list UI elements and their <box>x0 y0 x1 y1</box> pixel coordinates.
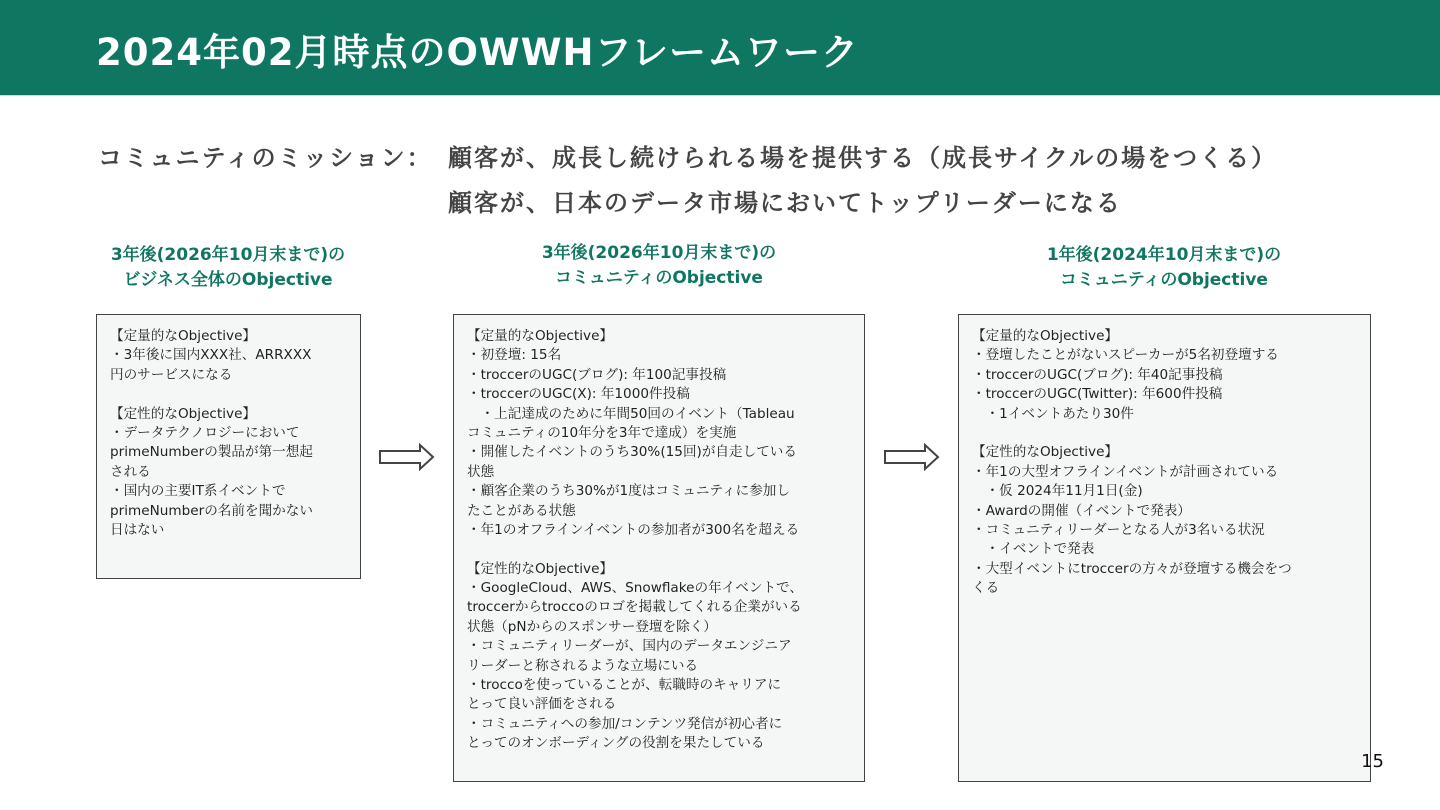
right-arrow-icon <box>883 443 941 471</box>
objective-line: コミュニティの10年分を3年で達成）を実施 <box>467 424 737 441</box>
objective-line: される <box>110 463 151 480</box>
objective-line: ・開催したイベントのうち30%(15回)が自走している <box>467 444 797 461</box>
objective-line: ・顧客企業のうち30%が1度はコミュニティに参加し <box>467 483 790 500</box>
column-title-community-3y <box>454 241 864 291</box>
objective-line: ・troccerのUGC(Twitter): 年600件投稿 <box>972 386 1223 403</box>
objective-line: ・3年後に国内XXX社、ARRXXX <box>110 347 312 364</box>
objective-line: ・1イベントあたり30件 <box>972 405 1134 422</box>
objective-line: とって良い評価をされる <box>467 696 617 713</box>
objective-line: とってのオンボーディングの役割を果たしている <box>467 735 765 752</box>
right-arrow-icon <box>378 443 436 471</box>
objective-line: 状態（pNからのスポンサー登壇を除く） <box>467 618 717 635</box>
column-title-community-1y <box>959 243 1369 293</box>
objective-box-community-3y <box>453 314 865 782</box>
objective-line: 【定量的なObjective】 <box>467 328 614 344</box>
objective-line: 【定性的なObjective】 <box>467 560 614 577</box>
objective-line: ・GoogleCloud、AWS、Snowflakeの年イベントで、 <box>467 580 803 597</box>
objective-line: ・troccerのUGC(X): 年1000件投稿 <box>467 386 690 403</box>
objective-line: ・troccerのUGC(ブログ): 年40記事投稿 <box>972 366 1223 383</box>
objective-line: ・コミュニティリーダーとなる人が3名いる状況 <box>972 521 1265 538</box>
column-title-line: ビジネス全体のObjective <box>123 270 333 290</box>
objective-line: 日はない <box>110 521 165 538</box>
objective-line: ・国内の主要IT系イベントで <box>110 483 286 500</box>
objective-line: primeNumberの名前を聞かない <box>110 502 313 519</box>
column-title-line: コミュニティのObjective <box>555 268 763 288</box>
objective-line: ・コミュニティへの参加/コンテンツ発信が初心者に <box>467 715 783 732</box>
objective-line: たことがある状態 <box>467 502 576 519</box>
objective-line: ・上記達成のために年間50回のイベント（Tableau <box>467 405 795 422</box>
objective-line: ・troccerのUGC(ブログ): 年100記事投稿 <box>467 366 727 383</box>
column-title-business <box>96 243 360 293</box>
divider <box>0 95 1440 96</box>
objective-line: primeNumberの製品が第一想起 <box>110 444 313 461</box>
column-title-line: 3年後(2026年10月末まで)の <box>541 243 777 263</box>
column-title-line: 1年後(2024年10月末まで)の <box>1046 245 1282 265</box>
objective-box-business <box>96 314 361 579</box>
page-number: 15 <box>1361 751 1384 772</box>
mission-label: コミュニティのミッション： <box>98 144 433 172</box>
objective-line: ・イベントで発表 <box>972 541 1095 558</box>
objective-line: 【定量的なObjective】 <box>972 328 1119 344</box>
objective-line: ・コミュニティリーダーが、国内のデータエンジニア <box>467 638 792 655</box>
objective-line <box>972 424 1370 443</box>
objective-line: ・年1のオフラインイベントの参加者が300名を超える <box>467 521 800 538</box>
objective-line: ・データテクノロジーにおいて <box>110 424 300 441</box>
objective-line: ・Awardの開催（イベントで発表） <box>972 502 1191 519</box>
column-title-line: 3年後(2026年10月末まで)の <box>110 245 346 265</box>
column-title-line: コミュニティのObjective <box>1060 270 1268 290</box>
mission-statement-1: 顧客が、成長し続けられる場を提供する（成長サイクルの場をつくる） <box>448 144 1278 172</box>
mission-statement-2: 顧客が、日本のデータ市場においてトップリーダーになる <box>448 189 1122 217</box>
objective-line: ・年1の大型オフラインイベントが計画されている <box>972 463 1279 480</box>
objective-line: 【定性的なObjective】 <box>972 444 1119 461</box>
objective-line: リーダーと称されるような立場にいる <box>467 657 699 674</box>
objective-line <box>110 385 360 404</box>
title-bar <box>0 0 1440 95</box>
objective-line <box>467 540 864 559</box>
objective-line: ・初登壇: 15名 <box>467 347 562 364</box>
objective-line: troccerからtroccoのロゴを掲載してくれる企業がいる <box>467 599 802 616</box>
objective-line: ・大型イベントにtroccerの方々が登壇する機会をつ <box>972 560 1292 577</box>
objective-line: 状態 <box>467 463 495 480</box>
objective-line: 【定量的なObjective】 <box>110 328 257 344</box>
objective-line: 円のサービスになる <box>110 366 233 383</box>
objective-line: 【定性的なObjective】 <box>110 405 257 422</box>
objective-box-community-1y <box>958 314 1371 782</box>
objective-line: ・登壇したことがないスピーカーが5名初登壇する <box>972 347 1279 364</box>
slide-title: 2024年02月時点のOWWHフレームワーク <box>96 31 860 74</box>
objective-line: ・troccoを使っていることが、転職時のキャリアに <box>467 677 782 694</box>
objective-line: ・仮 2024年11月1日(金) <box>972 483 1143 500</box>
objective-line: くる <box>972 580 1000 597</box>
